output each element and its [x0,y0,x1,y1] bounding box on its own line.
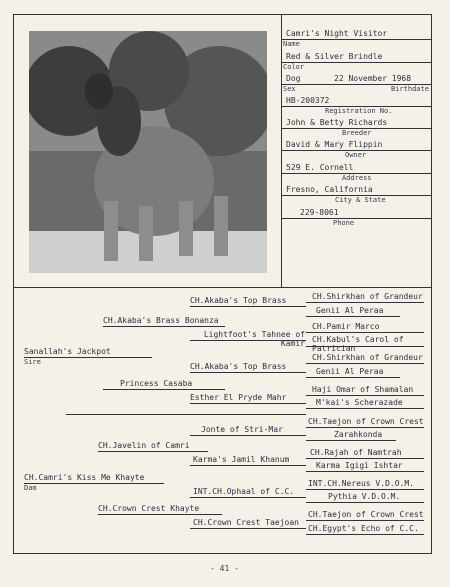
ped-line [103,326,225,327]
ped-gen4-11: CH.Rajah of Namtrah [310,448,402,457]
registration-number: HB-200372 [286,96,330,105]
ped-gen4-14: Pythia V.D.O.M. [328,492,401,501]
ped-gen4-2: Genii Al Peraa [316,306,384,315]
ped-line [306,471,424,472]
afghan-hound-photo-icon [29,31,267,273]
ped-line [306,395,424,396]
ped-gen4-6: Genii Al Peraa [316,367,384,376]
ped-line [190,372,306,373]
ped-line [190,306,306,307]
rule [281,39,431,40]
ped-line [306,489,424,490]
ped-gen4-10: Zarahkonda [334,430,383,439]
sex-label: Sex [283,85,296,93]
ped-gen4-8: M'kai's Scherazade [316,398,403,407]
birthdate-label: Birthdate [391,85,429,93]
name-label: Name [283,40,300,48]
ped-gen4-7: Haji Omar of Shamalan [312,385,414,394]
ped-dam-sire: CH.Javelin of Camri [98,441,190,450]
ped-line [190,465,306,466]
ped-gen4-1: CH.Shirkhan of Grandeur [312,292,423,301]
owner: David & Mary Flippin [286,140,383,149]
address: 529 E. Cornell [286,163,354,172]
ped-gen4-12: Karma Igigi Ishtar [316,461,403,470]
dog-photo [29,31,267,273]
dam-label: Dam [24,484,37,492]
page-number: - 41 - [210,564,239,573]
ped-line [306,302,424,303]
ped-line [190,340,306,341]
ped-line [306,458,424,459]
ped-line [306,377,400,378]
ped-dam-dam-dam: CH.Crown Crest Taejoan [193,518,299,527]
ped-dam-sire-dam: Karma's Jamil Khanum [193,455,290,464]
city-state-label: City & State [335,196,386,204]
dog-color: Red & Silver Brindle [286,52,383,61]
ped-gen4-13: INT.CH.Nereus V.D.O.M. [308,479,414,488]
ped-line [306,502,424,503]
ped-sire-dam: Princess Casaba [120,379,193,388]
ped-dam: CH.Camri's Kiss Me Khayte [24,473,145,482]
ped-sire-sire-sire: CH.Akaba's Top Brass [190,296,287,305]
rule [281,218,431,219]
ped-line [190,497,306,498]
sire-label: Sire [24,358,41,366]
ped-line [190,528,306,529]
ped-line [103,389,225,390]
city-state: Fresno, California [286,185,373,194]
ped-sire-dam-dam: Esther El Pryde Mahr [190,393,287,402]
ped-line [306,427,424,428]
dog-birthdate: 22 November 1968 [334,74,412,83]
ped-line [306,316,400,317]
ped-gen4-5: CH.Shirkhan of Grandeur [312,353,423,362]
ped-sire: Sanallah's Jackpot [24,347,111,356]
ped-sire-dam-sire: Lightfoot's Tahnee of Kamir [203,330,305,348]
dog-sex: Dog [286,74,301,83]
ped-line [306,408,424,409]
dog-name: Camri's Night Visitor [286,29,388,38]
breeder-label: Breeder [342,129,372,137]
ped-line [98,514,222,515]
ped-gen4-3: CH.Pamir Marco [312,322,380,331]
owner-label: Owner [345,151,367,159]
ped-line [306,520,424,521]
ped-dam-dam: CH.Crown Crest Khayte [98,504,200,513]
ped-line [306,534,424,535]
ped-line [24,357,152,358]
ped-dam-sire-sire: Jonte of Stri-Mar [201,425,283,434]
ped-sire-sire: CH.Akaba's Brass Bonanza [103,316,219,325]
ped-line [306,332,424,333]
ped-line [98,451,208,452]
color-label: Color [283,63,305,71]
phone-label: Phone [333,219,355,227]
ped-line [306,440,396,441]
ped-line [190,435,306,436]
pedigree-divider [13,287,432,288]
ped-line [306,346,424,347]
ped-gen4-16: CH.Egypt's Echo of C.C. [308,524,419,533]
phone: 229-8061 [300,208,339,217]
ped-gen4-15: CH.Taejon of Crown Crest [308,510,424,519]
ped-line [190,403,306,404]
ped-gen4-4: CH.Kabul's Carol of Patrician [312,335,404,353]
breeder: John & Betty Richards [286,118,388,127]
address-label: Address [342,174,372,182]
ped-line [306,363,424,364]
ped-dam-dam-sire: INT.CH.Ophaal of C.C. [193,487,295,496]
ped-gen4-9: CH.Taejon of Crown Crest [308,417,424,426]
ped-sire-dam-sire-2: CH.Akaba's Top Brass [190,362,287,371]
ped-line [24,483,164,484]
registration-label: Registration No. [325,107,393,115]
ped-line [66,414,306,415]
